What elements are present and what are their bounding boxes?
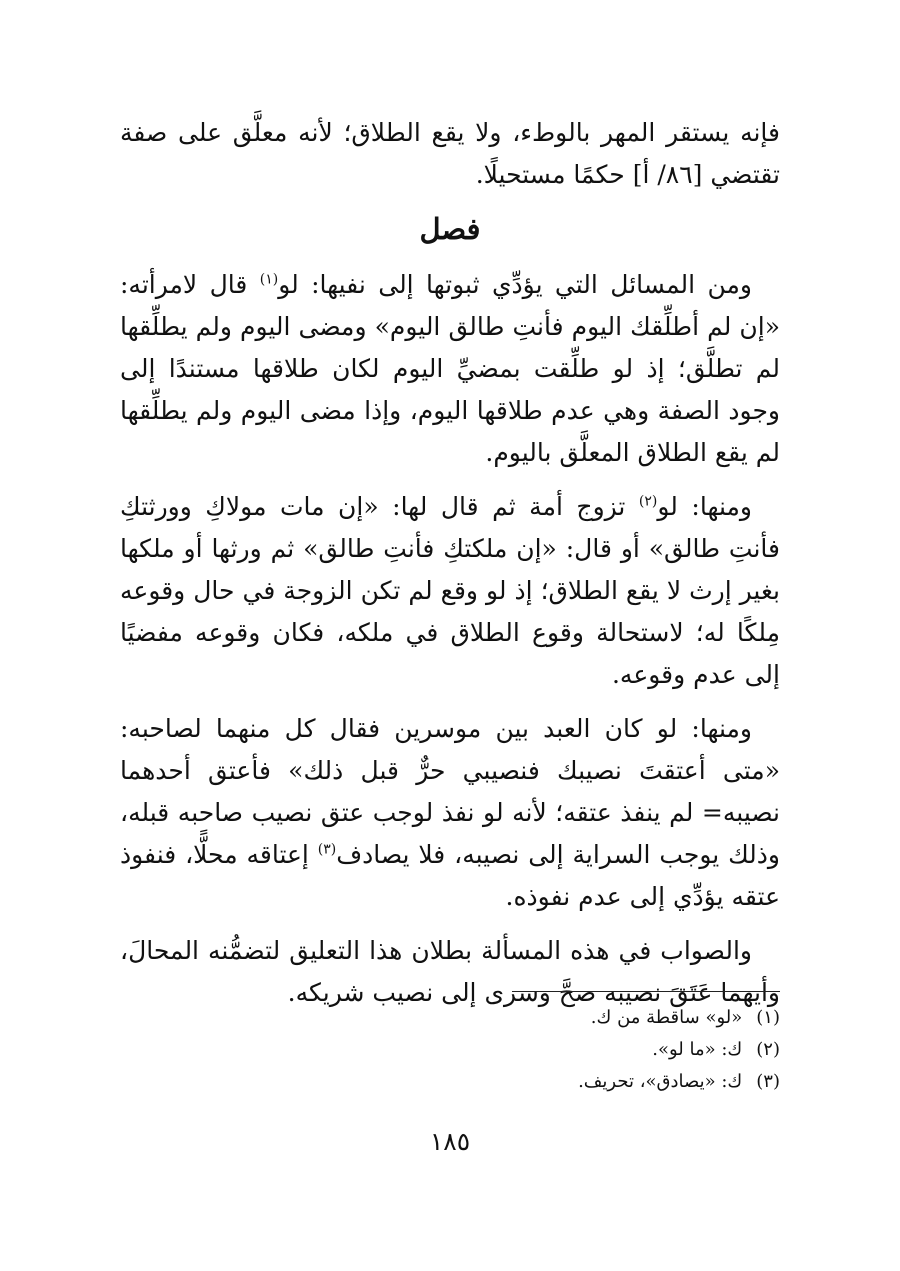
paragraph-1 [120,264,780,474]
paragraph-3-text-a: ومنها: لو كان العبد بين موسرين فقال كل منهما لصاحبه: «متى أعتقتَ نصيبك فنصيبي حرٌّ قبل ذلك» فأعتق أحدهما نصيبه= لم ينفذ عتقه؛ لأنه لو نفذ لوجب عتق نصيب صاحبه قبله، وذلك يوجب السراية إلى نصيبه، فلا يصادف [120,714,781,869]
footnote-divider [512,991,780,992]
footnote-1 [120,1002,780,1034]
footnote-2 [120,1034,780,1066]
paragraph-1-text-a: ومن المسائل التي يؤدِّي ثبوتها إلى نفيها: لو [278,270,752,299]
section-heading: فصل [419,212,481,246]
footnotes [120,1002,780,1098]
paragraph-4: والصواب في هذه المسألة بطلان هذا التعليق لتضمُّنه المحالَ، وأيهما عَتَقَ نصيبه صحَّ وسرى إلى نصيب شريكه. [120,936,780,1007]
page-number: ١٨٥ [429,1127,471,1156]
footnote-2-text: ك: «ما لو». [652,1039,743,1060]
paragraph-1-text-b: قال لامرأته: «إن لم أطلِّقك اليوم فأنتِ طالق اليوم» ومضى اليوم ولم يطلِّقها لم تطلَّق؛ إذ لو طلِّقت بمضيِّ اليوم لكان طلاقها مستندًا إلى وجود الصفة وهي عدم طلاقها اليوم، وإذا مضى اليوم ولم يطلِّقها لم يقع الطلاق المعلَّق باليوم. [120,270,780,467]
footnote-2-number: (٢) [756,1039,780,1060]
footnote-1-number: (١) [756,1007,780,1028]
paragraph-2-text-b: تزوج أمة ثم قال لها: «إن مات مولاكِ وورثتكِ فأنتِ طالق» أو قال: «إن ملكتكِ فأنتِ طالق» ثم ورثها أو ملكها بغير إرث لا يقع الطلاق؛ إذ لو وقع لم تكن الزوجة في حال وقوعه مِلكًا له؛ لاستحالة وقوع الطلاق في ملكه، فكان وقوعه مفضيًا إلى عدم وقوعه. [120,492,780,689]
page-body [120,112,780,1026]
footnote-ref-2[interactable]: (٢) [638,493,658,510]
paragraph-2 [120,486,780,696]
paragraph-3 [120,708,780,918]
footnote-ref-1[interactable]: (١) [259,271,279,288]
paragraph-2-text-a: ومنها: لو [657,492,752,521]
paragraph-3-text-b: إعتاقه محلًّا، فنفوذ عتقه يؤدِّي إلى عدم نفوذه. [120,840,780,911]
footnote-3 [120,1066,780,1098]
paragraph-continuation: فإنه يستقر المهر بالوطء، ولا يقع الطلاق؛ لأنه معلَّق على صفة تقتضي [٨٦/ أ] حكمًا مستحيلًا. [120,118,780,189]
footnote-1-text: «لو» ساقطة من ك. [590,1007,743,1028]
footnote-3-text: ك: «يصادق»، تحريف. [578,1071,743,1092]
footnote-ref-3[interactable]: (٣) [317,841,337,858]
footnote-3-number: (٣) [756,1071,780,1092]
